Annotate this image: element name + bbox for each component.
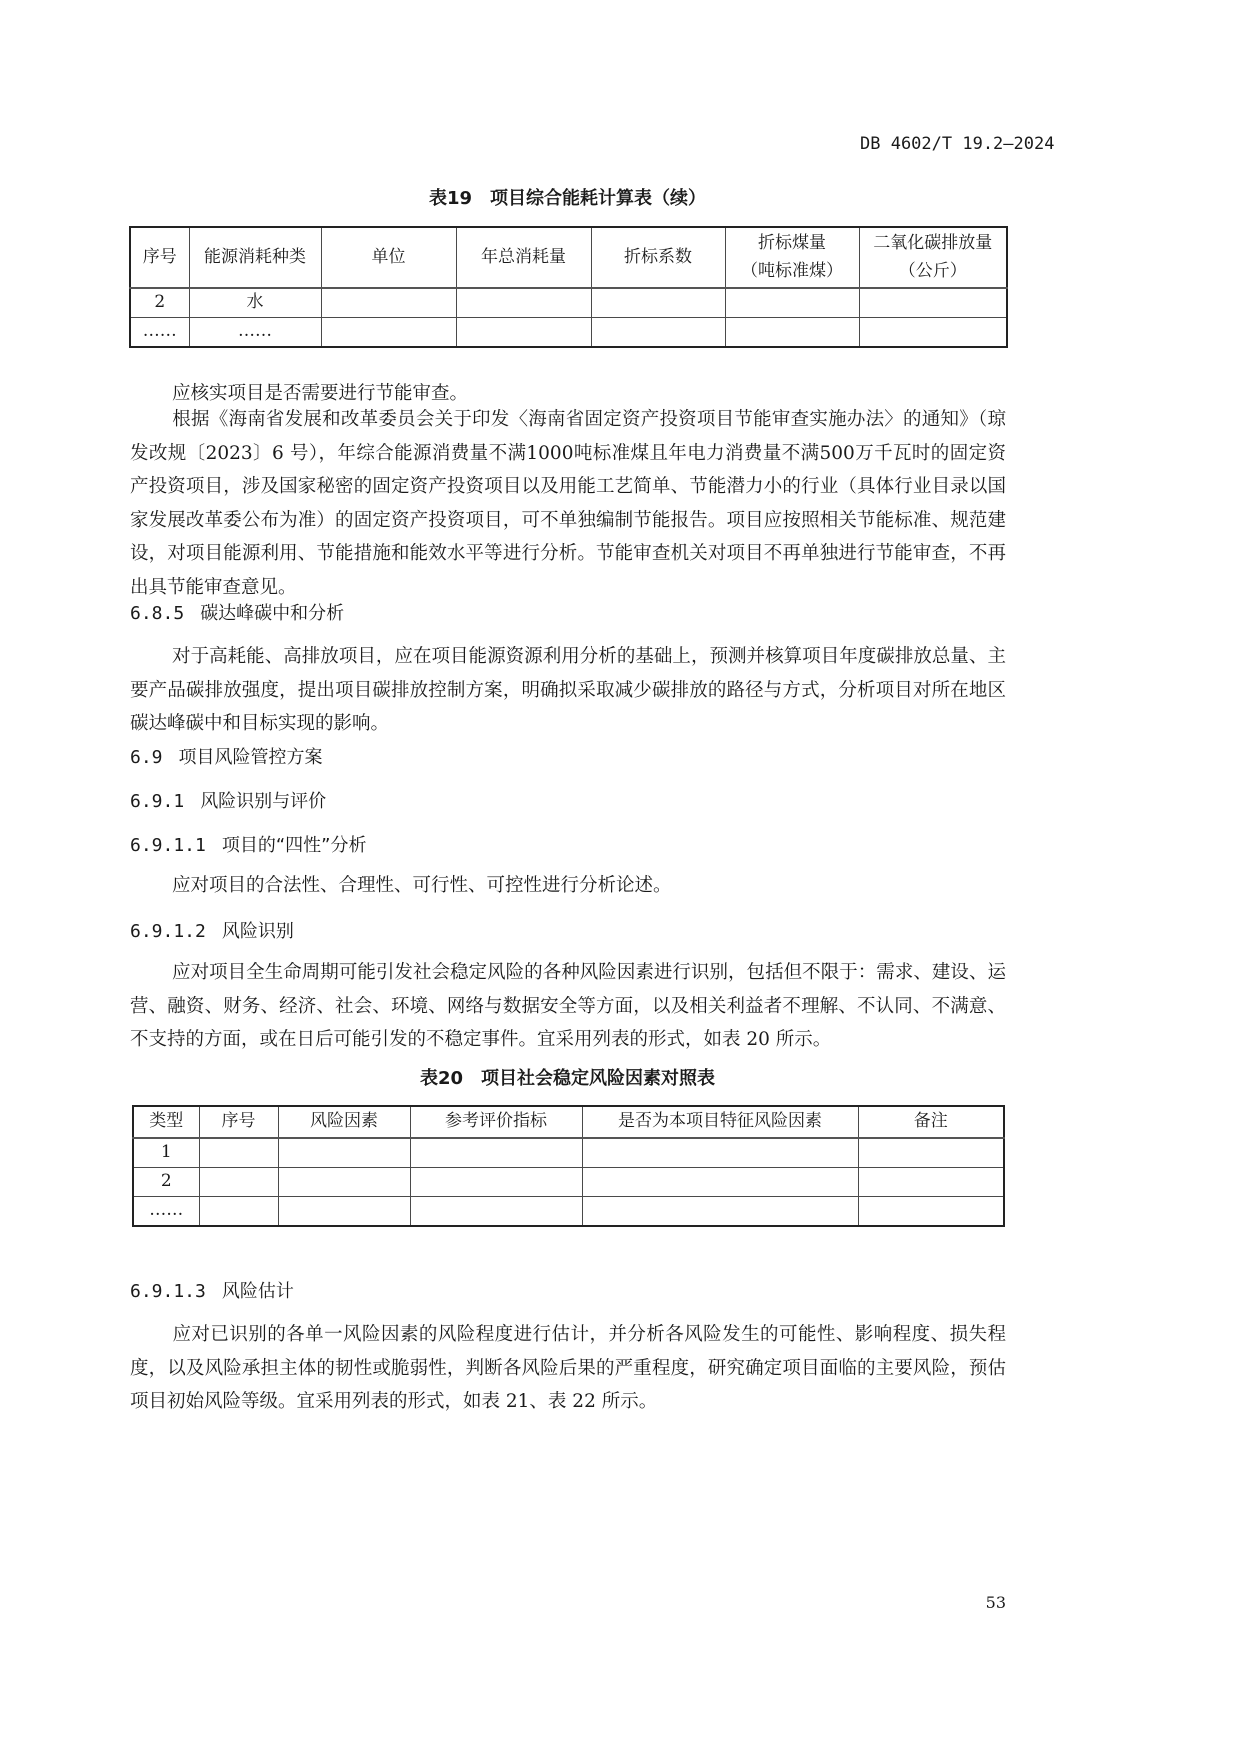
header-cell: 单位: [321, 227, 456, 288]
header-cell: 序号: [130, 227, 189, 288]
table-row: [133, 1168, 1004, 1197]
section-number: 6.9: [130, 747, 163, 768]
section-number: 6.9.1.1: [130, 835, 206, 856]
section-title: 碳达峰碳中和分析: [200, 603, 345, 624]
paragraph: [130, 869, 1006, 903]
table-cell: 2: [130, 288, 189, 318]
table-cell: [858, 1197, 1004, 1227]
table-cell: [199, 1138, 278, 1168]
table-cell: [582, 1197, 858, 1227]
header-cell: [859, 227, 1007, 288]
table-20-title: 表20 项目社会稳定风险因素对照表: [419, 1068, 716, 1089]
header-cell: 风险因素: [278, 1106, 410, 1138]
table-cell: [591, 318, 725, 348]
section-heading: [130, 599, 344, 625]
header-cell: 是否为本项目特征风险因素: [582, 1106, 858, 1138]
table-cell: [725, 318, 859, 348]
section-heading: [130, 743, 323, 769]
section-number: 6.9.1: [130, 791, 185, 812]
table-header-row: [133, 1106, 1004, 1138]
section-title: 风险识别与评价: [200, 791, 327, 812]
paragraph-text: 应对项目的合法性、合理性、可行性、可控性进行分析论述。: [172, 875, 672, 896]
header-cell: 类型: [133, 1106, 199, 1138]
header-cell: 序号: [199, 1106, 278, 1138]
table-cell: 水: [189, 288, 321, 318]
table-cell: ……: [133, 1197, 199, 1227]
section-number: 6.9.1.2: [130, 921, 206, 942]
table-row: [133, 1138, 1004, 1168]
table-cell: [199, 1197, 278, 1227]
document-code: DB 4602/T 19.2—2024: [860, 134, 1055, 154]
paragraph-text: 应核实项目是否需要进行节能审查。: [172, 383, 469, 404]
table-row: [130, 288, 1007, 318]
table-cell: [725, 288, 859, 318]
section-heading: [130, 787, 326, 813]
header-cell: 折标系数: [591, 227, 725, 288]
table-cell: [859, 318, 1007, 348]
table-header-row: [130, 227, 1007, 288]
table-cell: [321, 318, 456, 348]
table-cell: [858, 1168, 1004, 1197]
table-cell: [410, 1138, 582, 1168]
table-cell: [858, 1138, 1004, 1168]
section-title: 风险估计: [221, 1281, 294, 1302]
table-cell: [321, 288, 456, 318]
table-row: [133, 1197, 1004, 1227]
section-title: 项目的“四性”分析: [221, 835, 367, 856]
paragraph-text: 应对已识别的各单一风险因素的风险程度进行估计，并分析各风险发生的可能性、影响程度、损失程度，以及风险承担主体的韧性或脆弱性，判断各风险后果的严重程度，研究确定项目面临的主要风险，预估项目初始风险等级。宜采用列表的形式，如表 21、表 22 所示。: [130, 1324, 1006, 1412]
paragraph-text: 应对项目全生命周期可能引发社会稳定风险的各种风险因素进行识别，包括但不限于：需求、建设、运营、融资、财务、经济、社会、环境、网络与数据安全等方面，以及相关利益者不理解、不认同、不满意、不支持的方面，或在日后可能引发的不稳定事件。宜采用列表的形式，如表 20 所示。: [130, 962, 1006, 1050]
header-cell: 年总消耗量: [456, 227, 591, 288]
table-cell: 1: [133, 1138, 199, 1168]
table-cell: [859, 288, 1007, 318]
table-cell: [582, 1168, 858, 1197]
table-row: [130, 318, 1007, 348]
section-number: 6.8.5: [130, 603, 185, 624]
table-cell: 2: [133, 1168, 199, 1197]
table-cell: [278, 1197, 410, 1227]
header-line: 二氧化碳排放量: [873, 233, 993, 254]
table-cell: [591, 288, 725, 318]
header-cell: 能源消耗种类: [189, 227, 321, 288]
page-number: 53: [985, 1593, 1006, 1612]
section-heading: [130, 831, 367, 857]
header-cell: 备注: [858, 1106, 1004, 1138]
header-line: （公斤）: [898, 260, 967, 281]
section-title: 风险识别: [221, 921, 294, 942]
paragraph-text: 根据《海南省发展和改革委员会关于印发〈海南省固定资产投资项目节能审查实施办法〉的通知》（琼发改规〔2023〕6 号），年综合能源消费量不满1000吨标准煤且年电力消费量不满500万千瓦时的固定资产投资项目，涉及国家秘密的固定资产投资项目以及用能工艺简单、节能潜力小的行业（具体行业目录以国家发展改革委公布为准）的固定资产投资项目，可不单独编制节能报告。项目应按照相关节能标准、规范建设，对项目能源利用、节能措施和能效水平等进行分析。节能审查机关对项目不再单独进行节能审查，不再出具节能审查意见。: [130, 409, 1006, 598]
section-title: 项目风险管控方案: [178, 747, 323, 768]
paragraph: [130, 403, 1006, 604]
table-cell: [278, 1138, 410, 1168]
table-19: [129, 226, 1008, 348]
paragraph: [130, 1318, 1006, 1419]
header-line: （吨标准煤）: [741, 260, 843, 281]
table-cell: [456, 288, 591, 318]
table-cell: [582, 1138, 858, 1168]
table-cell: ……: [130, 318, 189, 348]
table-cell: [410, 1197, 582, 1227]
paragraph: [130, 956, 1006, 1057]
table-cell: [456, 318, 591, 348]
section-number: 6.9.1.3: [130, 1281, 206, 1302]
section-heading: [130, 917, 294, 943]
table-19-title: 表19 项目综合能耗计算表（续）: [428, 188, 707, 209]
header-cell: [725, 227, 859, 288]
table-cell: ……: [189, 318, 321, 348]
paragraph-text: 对于高耗能、高排放项目，应在项目能源资源利用分析的基础上，预测并核算项目年度碳排放总量、主要产品碳排放强度，提出项目碳排放控制方案，明确拟采取减少碳排放的路径与方式，分析项目对所在地区碳达峰碳中和目标实现的影响。: [130, 646, 1006, 734]
paragraph: [130, 640, 1006, 741]
table-cell: [278, 1168, 410, 1197]
table-cell: [199, 1168, 278, 1197]
section-heading: [130, 1277, 294, 1303]
header-cell: 参考评价指标: [410, 1106, 582, 1138]
table-20: [132, 1105, 1005, 1227]
header-line: 折标煤量: [758, 233, 826, 254]
table-cell: [410, 1168, 582, 1197]
